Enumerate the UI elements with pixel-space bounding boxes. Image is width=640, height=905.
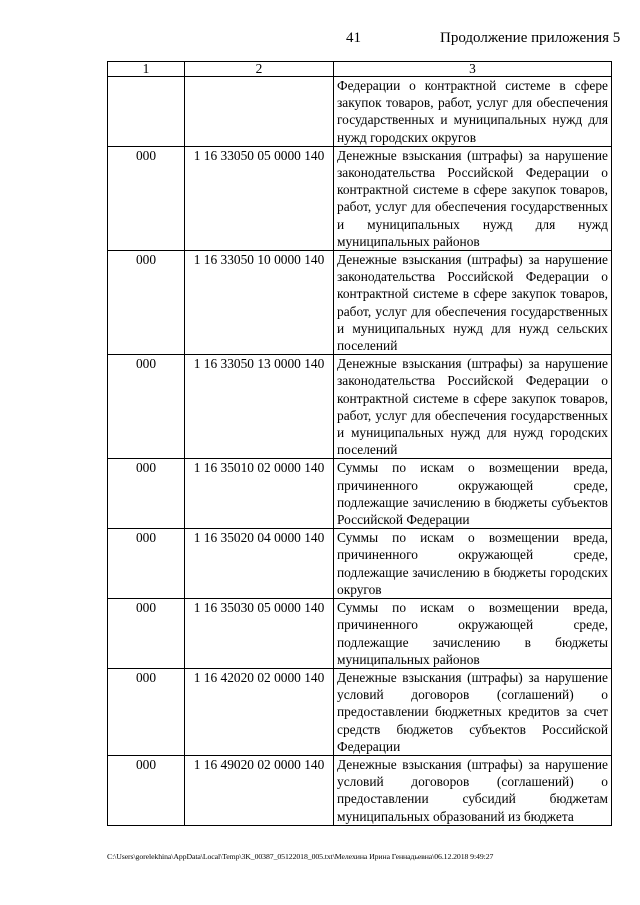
budget-classification-code: 1 16 42020 02 0000 140 (185, 668, 334, 755)
table-row (108, 668, 612, 755)
admin-code: 000 (108, 755, 185, 825)
budget-classification-code: 1 16 35030 05 0000 140 (185, 599, 334, 669)
admin-code: 000 (108, 251, 185, 355)
budget-codes-table (107, 61, 612, 826)
admin-code: 000 (108, 599, 185, 669)
admin-code (108, 77, 185, 147)
table-row (108, 77, 612, 147)
budget-classification-code: 1 16 33050 10 0000 140 (185, 251, 334, 355)
column-header-1: 1 (108, 62, 185, 77)
table-header-row (108, 62, 612, 77)
budget-classification-code: 1 16 35010 02 0000 140 (185, 459, 334, 529)
budget-classification-code: 1 16 35020 04 0000 140 (185, 529, 334, 599)
income-description: Денежные взыскания (штрафы) за нарушение законодательства Российской Федерации о контрактной системе в сфере закупок товаров, работ, услуг для обеспечения государственных и муниципальных нужд для нужд муниципальных районов (334, 146, 612, 250)
column-header-2: 2 (185, 62, 334, 77)
table-row (108, 755, 612, 825)
budget-classification-code: 1 16 49020 02 0000 140 (185, 755, 334, 825)
income-description: Суммы по искам о возмещении вреда, причиненного окружающей среде, подлежащие зачислению в бюджеты городских округов (334, 529, 612, 599)
income-description: Денежные взыскания (штрафы) за нарушение условий договоров (соглашений) о предоставлении бюджетных кредитов за счет средств бюджетов субъектов Российской Федерации (334, 668, 612, 755)
table-row (108, 459, 612, 529)
admin-code: 000 (108, 146, 185, 250)
table-row (108, 599, 612, 669)
budget-classification-code: 1 16 33050 05 0000 140 (185, 146, 334, 250)
admin-code: 000 (108, 668, 185, 755)
budget-classification-code: 1 16 33050 13 0000 140 (185, 355, 334, 459)
file-path-footer: C:\Users\gorelekhina\AppData\Local\Temp\3K_00387_05122018_005.txt\Мелехина Ирина Геннадьевна\06.12.2018 9:49:27 (107, 852, 494, 861)
admin-code: 000 (108, 355, 185, 459)
table-row (108, 146, 612, 250)
admin-code: 000 (108, 529, 185, 599)
income-description: Суммы по искам о возмещении вреда, причиненного окружающей среде, подлежащие зачислению в бюджеты субъектов Российской Федерации (334, 459, 612, 529)
table-row (108, 355, 612, 459)
income-description: Федерации о контрактной системе в сфере закупок товаров, работ, услуг для обеспечения государственных и муниципальных нужд для нужд городских округов (334, 77, 612, 147)
table-row (108, 529, 612, 599)
table-row (108, 251, 612, 355)
income-description: Денежные взыскания (штрафы) за нарушение условий договоров (соглашений) о предоставлении субсидий бюджетам муниципальных образований из бюджета (334, 755, 612, 825)
income-description: Денежные взыскания (штрафы) за нарушение законодательства Российской Федерации о контрактной системе в сфере закупок товаров, работ, услуг для обеспечения государственных и муниципальных нужд для нужд городских поселений (334, 355, 612, 459)
admin-code: 000 (108, 459, 185, 529)
column-header-3: 3 (334, 62, 612, 77)
income-description: Суммы по искам о возмещении вреда, причиненного окружающей среде, подлежащие зачислению в бюджеты муниципальных районов (334, 599, 612, 669)
continuation-label: Продолжение приложения 5 (440, 30, 621, 46)
budget-classification-code (185, 77, 334, 147)
income-description: Денежные взыскания (штрафы) за нарушение законодательства Российской Федерации о контрактной системе в сфере закупок товаров, работ, услуг для обеспечения государственных и муниципальных нужд для нужд сельских поселений (334, 251, 612, 355)
page-number: 41 (346, 30, 361, 46)
